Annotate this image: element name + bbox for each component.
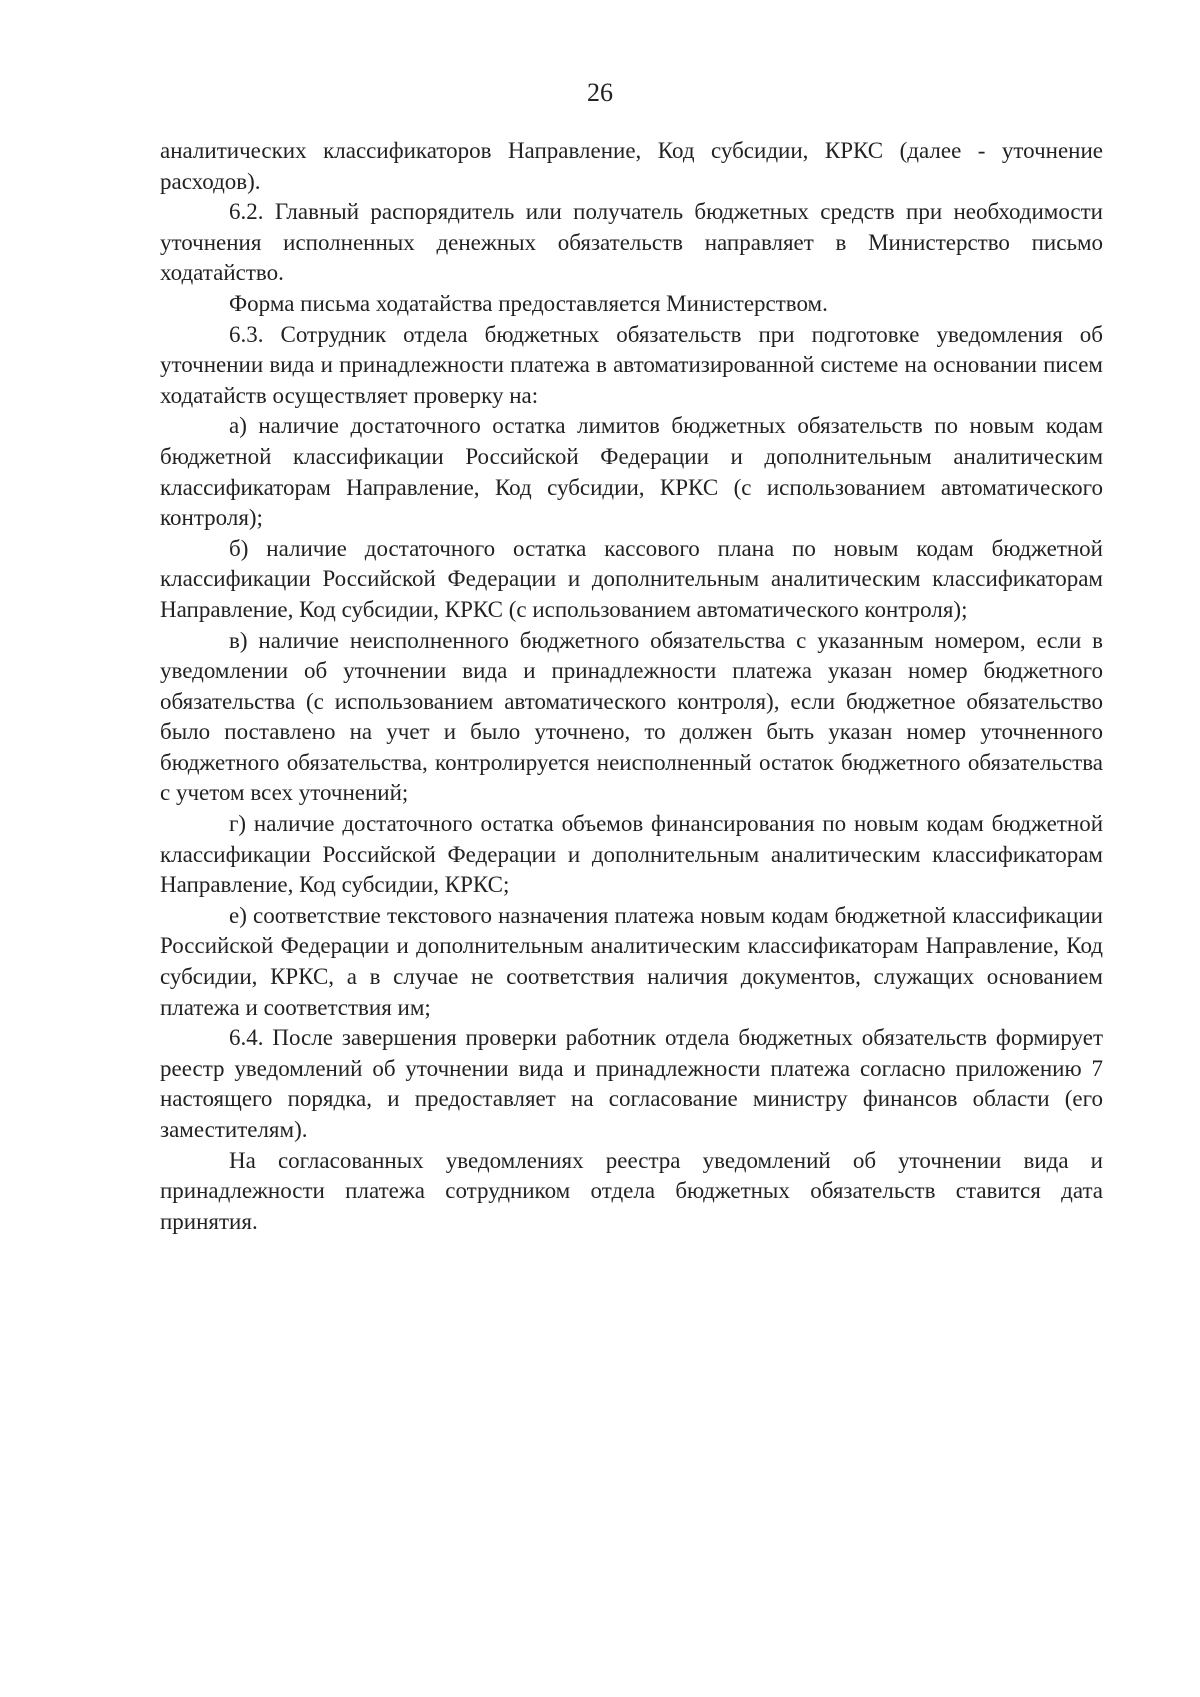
paragraph-6-3: 6.3. Сотрудник отдела бюджетных обязательств при подготовке уведомления об уточнении вида и принадлежности платежа в автоматизированной системе на основании писем ходатайств осуществляет проверку на: <box>160 321 1103 408</box>
list-item-g: г) наличие достаточного остатка объемов финансирования по новым кодам бюджетной классификации Российской Федерации и дополнительным аналитическим классификаторам Направление, Код субсидии, КРКС; <box>160 811 1103 898</box>
list-item-a: а) наличие достаточного остатка лимитов бюджетных обязательств по новым кодам бюджетной классификации Российской Федерации и дополнительным аналитическим классификаторам Направление, Код субсидии, КРКС (с использованием автоматического контроля); <box>160 413 1103 531</box>
paragraph-6-2: 6.2. Главный распорядитель или получатель бюджетных средств при необходимости уточнения исполненных денежных обязательств направляет в Министерство письмо ходатайство. <box>160 199 1103 286</box>
list-item-v: в) наличие неисполненного бюджетного обязательства с указанным номером, если в уведомлении об уточнении вида и принадлежности платежа указан номер бюджетного обязательства (с использованием автоматического контроля), если бюджетное обязательство было поставлено на учет и было уточнено, то должен быть указан номер уточненного бюджетного обязательства, контролируется неисполненный остаток бюджетного обязательства с учетом всех уточнений; <box>160 627 1103 806</box>
page-number: 26 <box>587 78 613 107</box>
list-item-e: е) соответствие текстового назначения платежа новым кодам бюджетной классификации Российской Федерации и дополнительным аналитическим классификаторам Направление, Код субсидии, КРКС, а в случае не соответствия наличия документов, служащих основанием платежа и соответствия им; <box>160 902 1103 1020</box>
paragraph-acceptance-date: На согласованных уведомлениях реестра уведомлений об уточнении вида и принадлежности платежа сотрудником отдела бюджетных обязательств ставится дата принятия. <box>160 1147 1103 1234</box>
list-item-b: б) наличие достаточного остатка кассового плана по новым кодам бюджетной классификации Российской Федерации и дополнительным аналитическим классификаторам Направление, Код субсидии, КРКС (с использованием автоматического контроля); <box>160 535 1103 622</box>
paragraph-letter-form: Форма письма ходатайства предоставляется Министерством. <box>229 290 828 316</box>
paragraph-6-4: 6.4. После завершения проверки работник отдела бюджетных обязательств формирует реестр уведомлений об уточнении вида и принадлежности платежа согласно приложению 7 настоящего порядка, и предоставляет на согласование министру финансов области (его заместителям). <box>160 1025 1103 1142</box>
document-body <box>160 136 1103 1237</box>
paragraph-continuation: аналитических классификаторов Направление, Код субсидии, КРКС (далее - уточнение расходов). <box>160 138 1103 194</box>
